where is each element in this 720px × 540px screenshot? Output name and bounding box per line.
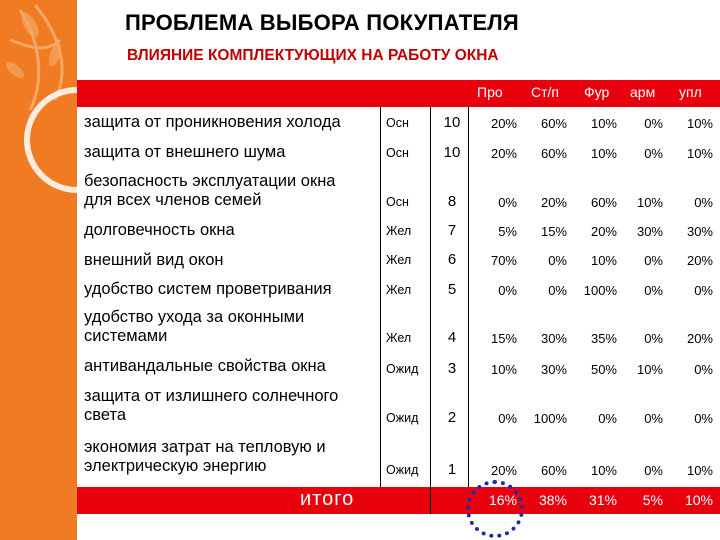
page-title: ПРОБЛЕМА ВЫБОРА ПОКУПАТЕЛЯ <box>125 10 519 35</box>
row-value: 10% <box>490 362 517 377</box>
row-value: 0% <box>498 195 517 210</box>
row-label: безопасность эксплуатации окна для всех членов семей <box>84 172 336 209</box>
row-value: 50% <box>590 362 617 377</box>
row-type: Осн <box>386 116 409 130</box>
row-value: 0% <box>694 195 713 210</box>
row-value: 0% <box>548 253 567 268</box>
highlight-circle <box>466 480 524 538</box>
row-label: защита от излишнего солнечного света <box>84 387 339 424</box>
total-value: 31% <box>588 492 617 508</box>
row-label: удобство систем проветривания <box>84 280 332 298</box>
row-label: антивандальные свойства окна <box>84 357 326 375</box>
row-type: Осн <box>386 146 409 160</box>
column-header: упл <box>679 84 702 100</box>
row-score: 7 <box>447 222 457 239</box>
row-value: 0% <box>498 283 517 298</box>
row-value: 0% <box>644 411 663 426</box>
row-type: Ожид <box>386 362 419 376</box>
row-value: 10% <box>636 195 663 210</box>
row-value: 20% <box>540 195 567 210</box>
row-value: 0% <box>644 331 663 346</box>
row-value: 10% <box>636 362 663 377</box>
row-value: 0% <box>694 362 713 377</box>
row-value: 0% <box>644 116 663 131</box>
column-header: Фур <box>584 84 610 100</box>
row-value: 60% <box>540 146 567 161</box>
row-value: 10% <box>686 463 713 478</box>
row-value: 10% <box>590 146 617 161</box>
row-value: 15% <box>490 331 517 346</box>
row-value: 0% <box>694 411 713 426</box>
column-divider <box>380 107 381 487</box>
row-type: Жел <box>386 331 412 345</box>
table-total-bar <box>77 487 720 514</box>
row-value: 0% <box>598 411 617 426</box>
row-value: 10% <box>590 253 617 268</box>
column-divider <box>468 107 469 487</box>
row-value: 60% <box>540 463 567 478</box>
row-value: 20% <box>490 463 517 478</box>
row-value: 10% <box>590 116 617 131</box>
row-value: 20% <box>686 331 713 346</box>
row-value: 100% <box>583 283 617 298</box>
row-score: 5 <box>447 281 457 298</box>
row-value: 35% <box>590 331 617 346</box>
row-score: 3 <box>447 360 457 377</box>
row-value: 0% <box>644 146 663 161</box>
row-value: 70% <box>490 253 517 268</box>
table-header-bar <box>77 80 720 107</box>
leaf-pattern-icon <box>0 0 77 540</box>
row-value: 0% <box>498 411 517 426</box>
row-value: 10% <box>686 116 713 131</box>
decorative-sidebar <box>0 0 77 540</box>
total-label: итого <box>300 488 355 510</box>
column-header: арм <box>630 84 656 100</box>
row-type: Осн <box>386 195 409 209</box>
row-value: 20% <box>490 116 517 131</box>
row-value: 10% <box>686 146 713 161</box>
row-value: 20% <box>490 146 517 161</box>
row-value: 30% <box>686 224 713 239</box>
row-label: долговечность окна <box>84 221 235 239</box>
row-score: 4 <box>447 329 457 346</box>
row-score: 6 <box>447 251 457 268</box>
row-label: защита от внешнего шума <box>84 143 286 161</box>
row-value: 30% <box>636 224 663 239</box>
column-divider <box>430 107 431 514</box>
row-score: 10 <box>443 114 461 131</box>
row-score: 10 <box>443 144 461 161</box>
row-type: Ожид <box>386 411 419 425</box>
row-label: защита от проникновения холода <box>84 113 341 131</box>
row-label: внешний вид окон <box>84 251 224 269</box>
row-value: 10% <box>590 463 617 478</box>
row-value: 0% <box>548 283 567 298</box>
row-label: экономия затрат на тепловую и электрическую энергию <box>84 438 326 475</box>
row-score: 8 <box>447 193 457 210</box>
total-value: 10% <box>684 492 713 508</box>
row-value: 15% <box>540 224 567 239</box>
row-value: 100% <box>533 411 567 426</box>
row-value: 20% <box>686 253 713 268</box>
row-label: удобство ухода за оконными системами <box>84 308 305 345</box>
row-value: 20% <box>590 224 617 239</box>
column-header: Ст/п <box>531 84 559 100</box>
page-subtitle: ВЛИЯНИЕ КОМПЛЕКТУЮЩИХ НА РАБОТУ ОКНА <box>127 47 499 64</box>
row-value: 0% <box>694 283 713 298</box>
row-type: Жел <box>386 283 412 297</box>
row-value: 60% <box>590 195 617 210</box>
total-value: 16% <box>488 492 517 508</box>
row-value: 30% <box>540 331 567 346</box>
row-value: 0% <box>644 283 663 298</box>
row-value: 30% <box>540 362 567 377</box>
row-value: 0% <box>644 253 663 268</box>
row-score: 2 <box>447 409 457 426</box>
total-value: 38% <box>538 492 567 508</box>
row-type: Жел <box>386 253 412 267</box>
row-value: 60% <box>540 116 567 131</box>
row-type: Ожид <box>386 463 419 477</box>
row-type: Жел <box>386 224 412 238</box>
total-value: 5% <box>642 492 663 508</box>
column-header: Про <box>477 84 503 100</box>
row-score: 1 <box>447 461 457 478</box>
row-value: 0% <box>644 463 663 478</box>
row-value: 5% <box>498 224 517 239</box>
